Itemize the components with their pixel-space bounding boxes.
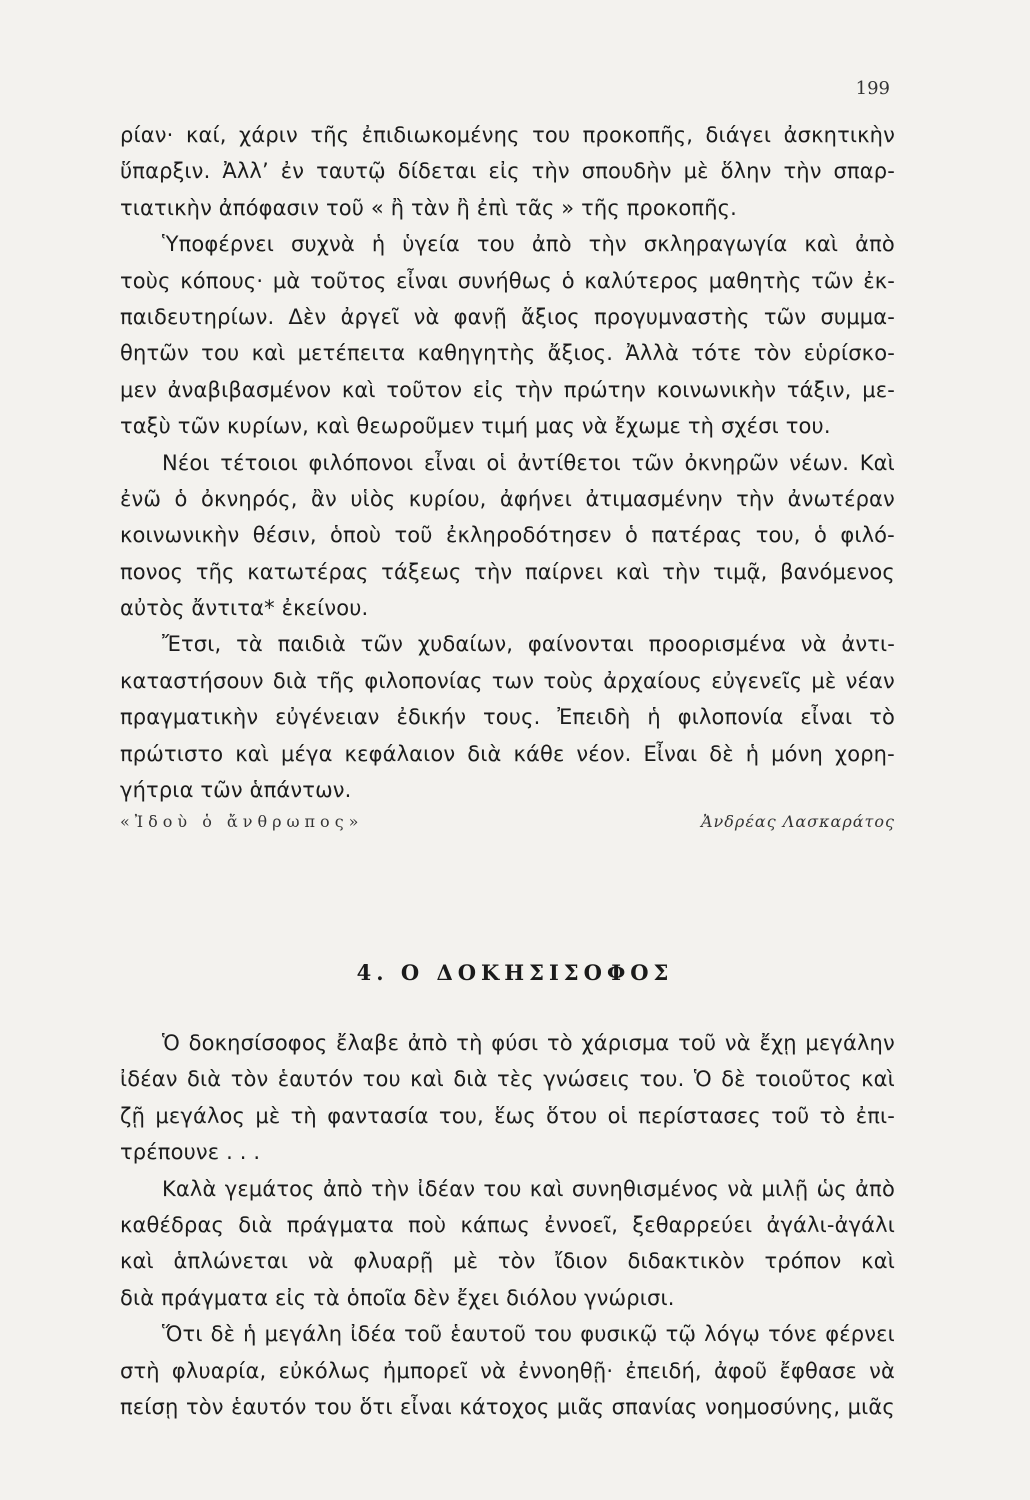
text-line: Ὅτι δὲ ἡ μεγάλη ἰδέα τοῦ ἑαυτοῦ του φυσικῷ τῷ λόγῳ τόνε φέρνει (162, 1322, 895, 1347)
text-line: ταξὺ τῶν κυρίων, καὶ θεωροῦμεν τιμή μας νὰ ἔχωμε τὴ σχέσι του. (120, 414, 831, 439)
text-line: καθέδρας διὰ πράγματα ποὺ κάπως ἐννοεῖ, ξεθαρρεύει ἀγάλι-ἀγάλι (120, 1212, 895, 1237)
text-line: Ὑποφέρνει συχνὰ ἡ ὑγεία του ἀπὸ τὴν σκληραγωγία καὶ ἀπὸ (162, 232, 895, 257)
text-line: γήτρια τῶν ἁπάντων. (120, 778, 352, 803)
text-line: Ὁ δοκησίσοφος ἔλαβε ἀπὸ τὴ φύσι τὸ χάρισμα τοῦ νὰ ἔχῃ μεγάλην (162, 1031, 895, 1055)
text-line: πείσῃ τὸν ἑαυτόν του ὅτι εἶναι κάτοχος μιᾶς σπανίας νοημοσύνης, μιᾶς (120, 1394, 895, 1419)
text-line: τιατικὴν ἀπόφασιν τοῦ « ἢ τὰν ἢ ἐπὶ τᾶς » τῆς προκοπῆς. (120, 195, 737, 220)
text-line: πονος τῆς κατωτέρας τάξεως τὴν παίρνει καὶ τὴν τιμᾷ, βανόμενος (120, 559, 895, 584)
text-line: στὴ φλυαρία, εὐκόλως ἠμπορεῖ νὰ ἐννοηθῇ· ἐπειδή, ἀφοῦ ἔφθασε νὰ (120, 1358, 895, 1383)
page-number: 199 (855, 78, 890, 99)
text-line: μεν ἀναβιβασμένον καὶ τοῦτον εἰς τὴν πρώτην κοινωνικὴν τάξιν, με- (120, 377, 895, 402)
section-text-1 (120, 117, 895, 808)
text-line: Ἔτσι, τὰ παιδιὰ τῶν χυδαίων, φαίνονται προορισμένα νὰ ἀντι- (162, 632, 895, 657)
text-line: ρίαν· καί, χάριν τῆς ἐπιδιωκομένης του προκοπῆς, διάγει ἀσκητικὴν (120, 123, 895, 147)
attribution-author: Ἀνδρέας Λασκαράτος (701, 812, 895, 831)
text-line: ἰδέαν διὰ τὸν ἑαυτόν του καὶ διὰ τὲς γνώσεις του. Ὁ δὲ τοιοῦτος καὶ (120, 1067, 895, 1092)
section-text-2 (120, 1025, 895, 1425)
text-line: τρέπουνε . . . (120, 1140, 261, 1165)
attribution-quote: «Ἰδοὺ ὁ ἄνθρωπος» (120, 812, 364, 831)
text-line: πραγματικὴν εὐγένειαν ἐδικήν τους. Ἐπειδὴ ἡ φιλοπονία εἶναι τὸ (120, 705, 895, 730)
text-line: διὰ πράγματα εἰς τὰ ὁποῖα δὲν ἔχει διόλου γνώρισι. (120, 1285, 675, 1310)
text-line: Καλὰ γεμάτος ἀπὸ τὴν ἰδέαν του καὶ συνηθισμένος νὰ μιλῇ ὡς ἀπὸ (162, 1176, 895, 1201)
text-line: πρώτιστο καὶ μέγα κεφάλαιον διὰ κάθε νέον. Εἶναι δὲ ἡ μόνη χορη- (120, 741, 895, 766)
attribution (120, 812, 895, 831)
text-line: ἐνῶ ὁ ὀκνηρός, ἂν υἱὸς κυρίου, ἀφήνει ἀτιμασμένην τὴν ἀνωτέραν (120, 486, 895, 511)
text-line: τοὺς κόπους· μὰ τοῦτος εἶναι συνήθως ὁ καλύτερος μαθητὴς τῶν ἐκ- (120, 268, 895, 293)
text-line: παιδευτηρίων. Δὲν ἀργεῖ νὰ φανῇ ἄξιος προγυμναστὴς τῶν συμμα- (120, 304, 895, 329)
text-line: καὶ ἁπλώνεται νὰ φλυαρῇ μὲ τὸν ἴδιον διδακτικὸν τρόπον καὶ (120, 1249, 895, 1274)
chapter-heading: 4. Ο ΔΟΚΗΣΙΣΟΦΟΣ (356, 960, 674, 985)
text-line: καταστήσουν διὰ τῆς φιλοπονίας των τοὺς ἀρχαίους εὐγενεῖς μὲ νέαν (120, 668, 895, 693)
text-line: αὐτὸς ἄντιτα* ἐκείνου. (120, 596, 369, 621)
text-line: θητῶν του καὶ μετέπειτα καθηγητὴς ἄξιος. Ἀλλὰ τότε τὸν εὑρίσκο- (120, 341, 895, 366)
text-line: ὕπαρξιν. Ἀλλ’ ἐν ταυτῷ δίδεται εἰς τὴν σπουδὴν μὲ ὅλην τὴν σπαρ- (120, 159, 895, 184)
text-line: ζῇ μεγάλος μὲ τὴ φαντασία του, ἕως ὅτου οἱ περίστασες τοῦ τὸ ἐπι- (120, 1103, 895, 1128)
text-line: κοινωνικὴν θέσιν, ὁποὺ τοῦ ἐκληροδότησεν ὁ πατέρας του, ὁ φιλό- (120, 523, 895, 548)
text-line: Νέοι τέτοιοι φιλόπονοι εἶναι οἱ ἀντίθετοι τῶν ὀκνηρῶν νέων. Καὶ (162, 450, 895, 475)
